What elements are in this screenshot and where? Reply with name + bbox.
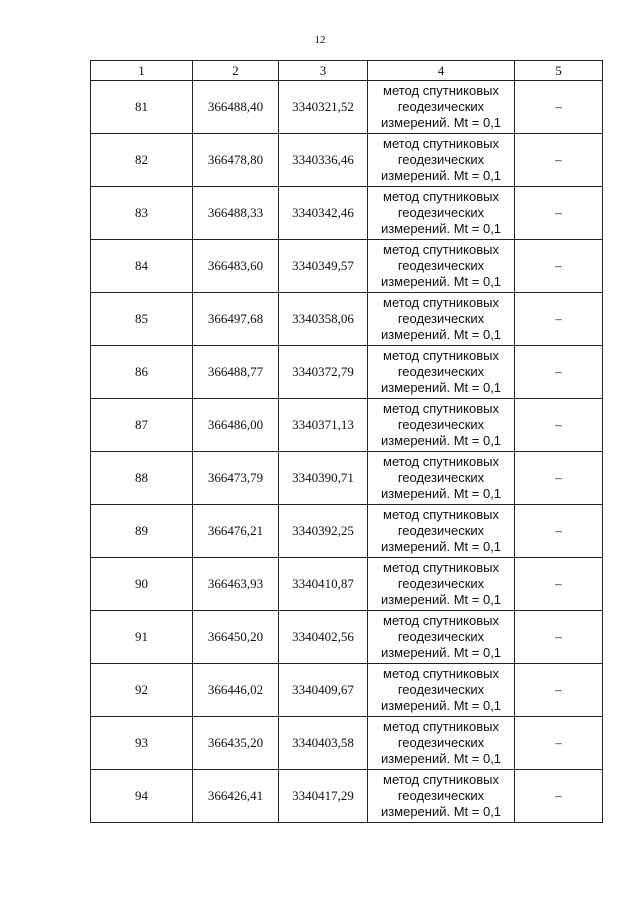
method-cell	[368, 293, 515, 346]
table-header	[91, 61, 603, 81]
method-line: метод спутниковых	[383, 772, 499, 787]
coordinate-y-cell: 3340410,87	[279, 558, 368, 611]
method-cell	[368, 664, 515, 717]
coordinate-y-cell: 3340390,71	[279, 452, 368, 505]
point-number-cell: 85	[91, 293, 193, 346]
method-line: метод спутниковых	[383, 507, 499, 522]
method-line: геодезических	[397, 205, 485, 220]
column-header-2: 2	[193, 61, 279, 81]
method-line: геодезических	[397, 311, 485, 326]
note-cell: –	[515, 505, 603, 558]
method-line: измерений. Mt = 0,1	[380, 645, 502, 660]
table-body	[91, 81, 603, 823]
table-row	[91, 240, 603, 293]
method-line: метод спутниковых	[383, 83, 499, 98]
coordinate-x-cell: 366478,80	[193, 134, 279, 187]
coordinate-y-cell: 3340336,46	[279, 134, 368, 187]
method-cell	[368, 717, 515, 770]
table-row	[91, 81, 603, 134]
point-number-cell: 94	[91, 770, 193, 823]
note-cell: –	[515, 717, 603, 770]
point-number-cell: 90	[91, 558, 193, 611]
point-number-cell: 86	[91, 346, 193, 399]
method-line: геодезических	[397, 629, 485, 644]
coordinate-x-cell: 366488,33	[193, 187, 279, 240]
method-line: измерений. Mt = 0,1	[380, 221, 502, 236]
coordinate-x-cell: 366488,77	[193, 346, 279, 399]
table-row	[91, 717, 603, 770]
method-cell	[368, 770, 515, 823]
method-line: измерений. Mt = 0,1	[380, 592, 502, 607]
method-line: геодезических	[397, 258, 485, 273]
note-cell: –	[515, 134, 603, 187]
method-line: измерений. Mt = 0,1	[380, 751, 502, 766]
coordinate-y-cell: 3340349,57	[279, 240, 368, 293]
note-cell: –	[515, 664, 603, 717]
point-number-cell: 82	[91, 134, 193, 187]
method-line: метод спутниковых	[383, 560, 499, 575]
coordinates-table	[90, 60, 603, 823]
method-line: геодезических	[397, 364, 485, 379]
point-number-cell: 83	[91, 187, 193, 240]
method-line: геодезических	[397, 576, 485, 591]
coordinate-x-cell: 366488,40	[193, 81, 279, 134]
method-line: метод спутниковых	[383, 613, 499, 628]
point-number-cell: 93	[91, 717, 193, 770]
method-line: геодезических	[397, 735, 485, 750]
point-number-cell: 89	[91, 505, 193, 558]
coordinate-x-cell: 366473,79	[193, 452, 279, 505]
note-cell: –	[515, 240, 603, 293]
coordinate-x-cell: 366446,02	[193, 664, 279, 717]
method-line: метод спутниковых	[383, 401, 499, 416]
point-number-cell: 81	[91, 81, 193, 134]
coordinate-x-cell: 366426,41	[193, 770, 279, 823]
method-line: геодезических	[397, 523, 485, 538]
method-line: измерений. Mt = 0,1	[380, 380, 502, 395]
method-cell	[368, 346, 515, 399]
method-line: геодезических	[397, 682, 485, 697]
column-header-4: 4	[368, 61, 515, 81]
point-number-cell: 92	[91, 664, 193, 717]
coordinate-x-cell: 366463,93	[193, 558, 279, 611]
coordinate-y-cell: 3340358,06	[279, 293, 368, 346]
method-line: измерений. Mt = 0,1	[380, 327, 502, 342]
table-row	[91, 664, 603, 717]
note-cell: –	[515, 187, 603, 240]
table-row	[91, 399, 603, 452]
column-header-5: 5	[515, 61, 603, 81]
method-line: метод спутниковых	[383, 189, 499, 204]
method-line: геодезических	[397, 788, 485, 803]
coordinate-y-cell: 3340371,13	[279, 399, 368, 452]
method-line: метод спутниковых	[383, 295, 499, 310]
method-line: геодезических	[397, 99, 485, 114]
table-row	[91, 293, 603, 346]
method-line: измерений. Mt = 0,1	[380, 804, 502, 819]
method-line: метод спутниковых	[383, 136, 499, 151]
coordinate-y-cell: 3340409,67	[279, 664, 368, 717]
method-line: измерений. Mt = 0,1	[380, 168, 502, 183]
coordinate-x-cell: 366435,20	[193, 717, 279, 770]
coordinate-x-cell: 366450,20	[193, 611, 279, 664]
method-line: измерений. Mt = 0,1	[380, 115, 502, 130]
method-cell	[368, 240, 515, 293]
note-cell: –	[515, 346, 603, 399]
coordinate-y-cell: 3340342,46	[279, 187, 368, 240]
method-line: метод спутниковых	[383, 242, 499, 257]
method-cell	[368, 558, 515, 611]
method-cell	[368, 505, 515, 558]
table-row	[91, 346, 603, 399]
column-header-1: 1	[91, 61, 193, 81]
note-cell: –	[515, 558, 603, 611]
method-line: геодезических	[397, 152, 485, 167]
method-line: метод спутниковых	[383, 719, 499, 734]
column-header-3: 3	[279, 61, 368, 81]
method-line: измерений. Mt = 0,1	[380, 539, 502, 554]
method-cell	[368, 452, 515, 505]
coordinate-y-cell: 3340392,25	[279, 505, 368, 558]
table-row	[91, 452, 603, 505]
note-cell: –	[515, 293, 603, 346]
method-line: измерений. Mt = 0,1	[380, 274, 502, 289]
note-cell: –	[515, 611, 603, 664]
table-row	[91, 134, 603, 187]
coordinate-y-cell: 3340321,52	[279, 81, 368, 134]
method-line: метод спутниковых	[383, 666, 499, 681]
note-cell: –	[515, 81, 603, 134]
table-row	[91, 558, 603, 611]
method-line: измерений. Mt = 0,1	[380, 698, 502, 713]
method-line: геодезических	[397, 417, 485, 432]
coordinate-y-cell: 3340417,29	[279, 770, 368, 823]
table-row	[91, 187, 603, 240]
page-number: 12	[314, 34, 326, 46]
note-cell: –	[515, 770, 603, 823]
note-cell: –	[515, 452, 603, 505]
coordinate-y-cell: 3340402,56	[279, 611, 368, 664]
method-line: измерений. Mt = 0,1	[380, 486, 502, 501]
note-cell: –	[515, 399, 603, 452]
method-line: метод спутниковых	[383, 348, 499, 363]
method-line: геодезических	[397, 470, 485, 485]
method-line: метод спутниковых	[383, 454, 499, 469]
coordinate-x-cell: 366483,60	[193, 240, 279, 293]
coordinate-y-cell: 3340372,79	[279, 346, 368, 399]
coordinate-y-cell: 3340403,58	[279, 717, 368, 770]
method-cell	[368, 187, 515, 240]
header-row	[91, 61, 603, 81]
table-row	[91, 770, 603, 823]
table-row	[91, 505, 603, 558]
coordinate-x-cell: 366476,21	[193, 505, 279, 558]
method-cell	[368, 81, 515, 134]
method-cell	[368, 399, 515, 452]
coordinate-x-cell: 366497,68	[193, 293, 279, 346]
point-number-cell: 87	[91, 399, 193, 452]
point-number-cell: 91	[91, 611, 193, 664]
method-cell	[368, 134, 515, 187]
table-row	[91, 611, 603, 664]
coordinate-x-cell: 366486,00	[193, 399, 279, 452]
point-number-cell: 88	[91, 452, 193, 505]
point-number-cell: 84	[91, 240, 193, 293]
method-cell	[368, 611, 515, 664]
method-line: измерений. Mt = 0,1	[380, 433, 502, 448]
